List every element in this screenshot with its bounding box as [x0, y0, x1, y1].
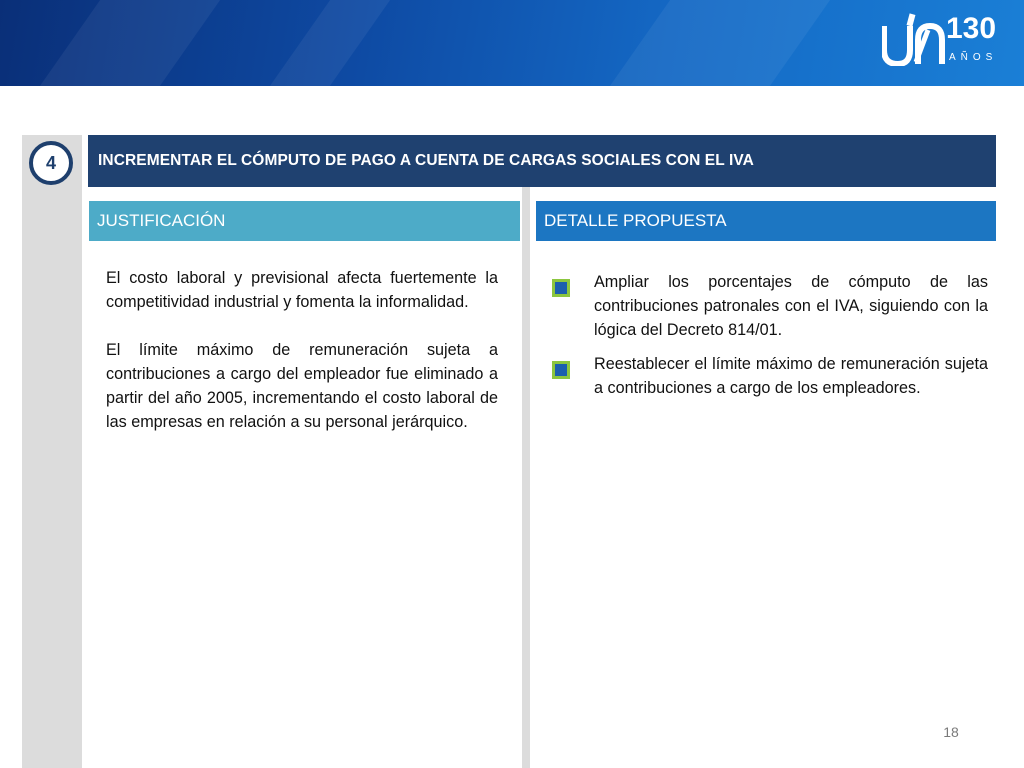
detalle-item — [552, 352, 988, 400]
logo-number: 130 — [946, 12, 997, 45]
detalle-item — [552, 270, 988, 342]
top-banner — [0, 0, 1024, 86]
detalle-item-text: Ampliar los porcentajes de cómputo de las contribuciones patronales con el IVA, siguiendo con la lógica del Decreto 814/01. — [594, 273, 988, 339]
justificacion-heading: JUSTIFICACIÓN — [89, 201, 520, 241]
column-divider — [522, 187, 530, 768]
logo-subtitle: AÑOS — [949, 52, 998, 63]
detalle-list — [552, 270, 988, 410]
detalle-heading: DETALLE PROPUESTA — [536, 201, 996, 241]
slide-title: INCREMENTAR EL CÓMPUTO DE PAGO A CUENTA DE CARGAS SOCIALES CON EL IVA — [88, 135, 996, 187]
page-number: 18 — [943, 724, 959, 740]
justificacion-paragraph: El límite máximo de remuneración sujeta a contribuciones a cargo del empleador fue eliminado a partir del año 2005, incrementando el costo laboral de las empresas en relación a su personal jerárquico. — [106, 341, 498, 431]
banner-shade — [40, 0, 220, 86]
justificacion-body — [106, 266, 498, 458]
square-bullet-icon — [552, 361, 570, 379]
uia-logo — [882, 10, 1000, 70]
detalle-item-text: Reestablecer el límite máximo de remuneración sujeta a contribuciones a cargo de los empleadores. — [594, 355, 988, 397]
justificacion-paragraph: El costo laboral y previsional afecta fuertemente la competitividad industrial y fomenta la informalidad. — [106, 269, 498, 311]
left-side-strip — [22, 135, 82, 768]
banner-shade — [610, 0, 830, 86]
uia-logo-mark-icon — [882, 12, 946, 66]
section-number-badge: 4 — [29, 141, 73, 185]
square-bullet-icon — [552, 279, 570, 297]
banner-shade — [270, 0, 390, 86]
